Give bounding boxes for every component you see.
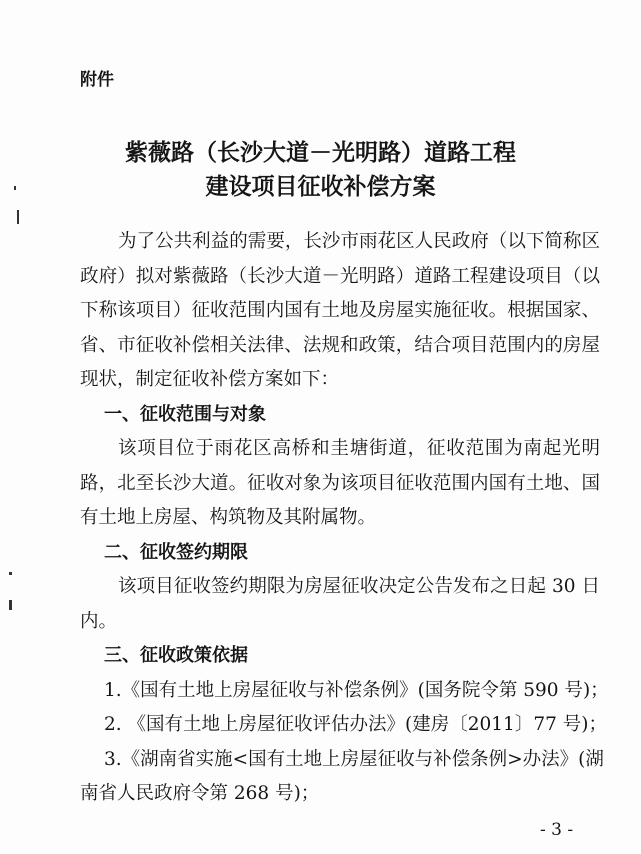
section-heading: 一、征收范围与对象 bbox=[104, 404, 266, 425]
body-line: 该项目位于雨花区高桥和圭塘街道，征收范围为南起光明 bbox=[118, 438, 600, 459]
section-heading: 三、征收政策依据 bbox=[104, 645, 248, 666]
body-line: 该项目征收签约期限为房屋征收决定公告发布之日起 30 日 bbox=[118, 576, 600, 597]
body-line: 路，北至长沙大道。征收对象为该项目征收范围内国有土地、国 bbox=[80, 473, 600, 494]
section-heading: 二、征收签约期限 bbox=[104, 542, 248, 563]
page-number: - 3 - bbox=[540, 820, 574, 840]
intro-line: 为了公共利益的需要，长沙市雨花区人民政府（以下简称区 bbox=[118, 231, 600, 252]
attachment-label: 附件 bbox=[80, 70, 114, 90]
title-line-1: 紫薇路（长沙大道－光明路）道路工程 bbox=[125, 140, 516, 166]
body-line: 2. 《国有土地上房屋征收评估办法》(建房〔2011〕77 号)； bbox=[104, 714, 607, 735]
title-line-2: 建设项目征收补偿方案 bbox=[205, 174, 436, 200]
body-line: 1.《国有土地上房屋征收与补偿条例》(国务院令第 590 号)； bbox=[104, 680, 609, 701]
scan-mark bbox=[9, 600, 12, 610]
scan-mark bbox=[17, 210, 19, 224]
intro-line: 现状，制定征收补偿方案如下： bbox=[80, 369, 340, 390]
intro-line: 省、市征收补偿相关法律、法规和政策，结合项目范围内的房屋 bbox=[80, 335, 600, 356]
scan-mark bbox=[14, 186, 16, 190]
intro-line: 下称该项目）征收范围内国有土地及房屋实施征收。根据国家、 bbox=[80, 300, 600, 321]
intro-line: 政府）拟对紫薇路（长沙大道－光明路）道路工程建设项目（以 bbox=[80, 266, 600, 287]
scan-mark bbox=[9, 572, 12, 575]
body-line: 内。 bbox=[80, 611, 118, 632]
body-line: 3.《湖南省实施<国有土地上房屋征收与补偿条例>办法》(湖 bbox=[104, 749, 604, 770]
body-line: 有土地上房屋、构筑物及其附属物。 bbox=[80, 507, 377, 528]
body-line: 南省人民政府令第 268 号)； bbox=[80, 783, 320, 804]
